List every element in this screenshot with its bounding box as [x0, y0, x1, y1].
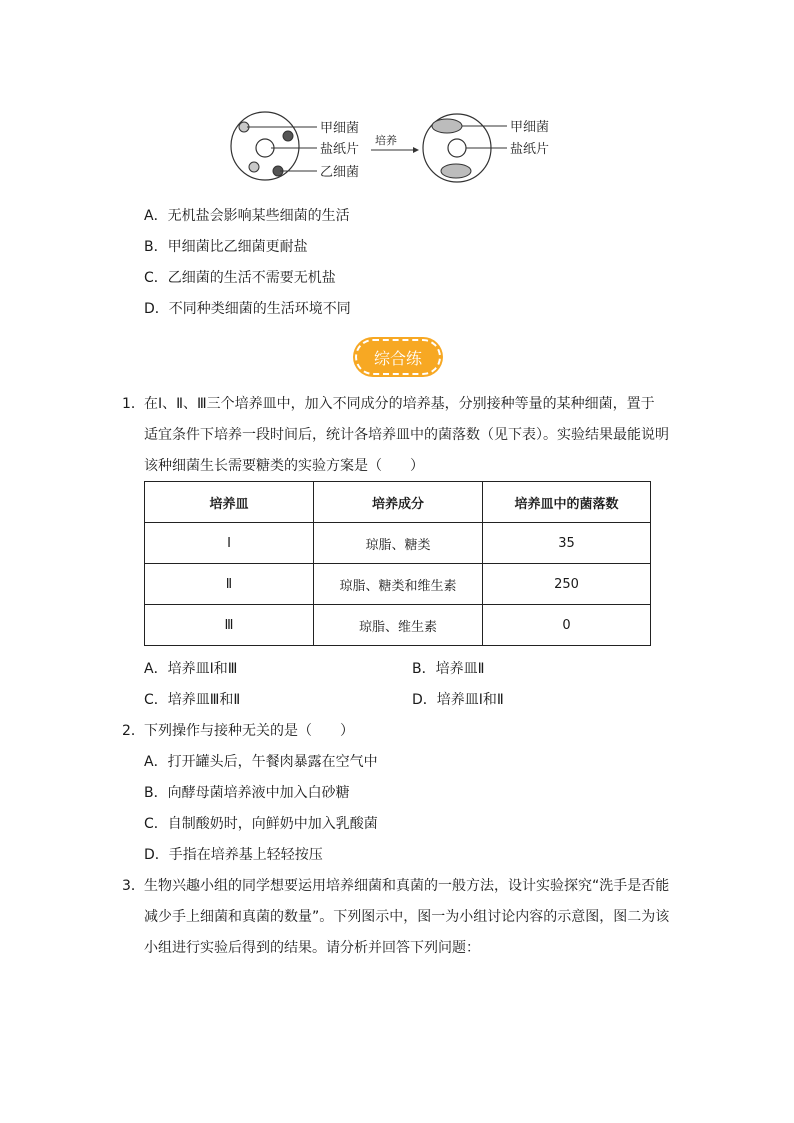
colony-yi-1: [283, 131, 293, 141]
right-salt-paper: [448, 139, 466, 157]
prev-option-a: A．无机盐会影响某些细菌的生活: [144, 208, 350, 224]
table-cell: 琼脂、糖类和维生素: [314, 564, 483, 605]
q3-stem-line3: 小组进行实验后得到的结果。请分析并回答下列问题：: [144, 940, 480, 956]
prev-option-c: C．乙细菌的生活不需要无机盐: [144, 270, 336, 286]
q1-option-b: B．培养皿Ⅱ: [412, 661, 485, 677]
q1-stem-line2: 适宜条件下培养一段时间后，统计各培养皿中的菌落数（见下表）。实验结果最能说明: [144, 427, 669, 443]
table-header: 培养皿中的菌落数: [483, 482, 651, 523]
table-cell: 琼脂、维生素: [314, 605, 483, 646]
label-jia-after: 甲细菌: [510, 120, 550, 135]
prev-option-b: B．甲细菌比乙细菌更耐盐: [144, 239, 308, 255]
culture-table: [144, 481, 651, 646]
q2-stem: 下列操作与接种无关的是（ ）: [144, 723, 354, 739]
label-yi: 乙细菌: [320, 165, 360, 180]
petri-dish-diagram: [225, 106, 565, 192]
q2-option-a: A．打开罐头后，午餐肉暴露在空气中: [144, 754, 378, 770]
table-cell: 琼脂、糖类: [314, 523, 483, 564]
table-cell: 250: [483, 564, 651, 605]
colony-jia-grown: [432, 119, 462, 133]
table-row: [145, 523, 651, 564]
table-cell: Ⅰ: [145, 523, 314, 564]
label-yan-after: 盐纸片: [510, 142, 550, 157]
label-jia: 甲细菌: [320, 121, 360, 136]
q3-stem-line2: 减少手上细菌和真菌的数量”。下列图示中，图一为小组讨论内容的示意图，图二为该: [144, 909, 670, 925]
prev-option-d: D．不同种类细菌的生活环境不同: [144, 301, 351, 317]
q1-stem-line1: 在Ⅰ、Ⅱ、Ⅲ三个培养皿中，加入不同成分的培养基，分别接种等量的某种细菌，置于: [144, 396, 655, 412]
q2-number: 2．: [122, 723, 145, 739]
colony-jia-2: [249, 162, 259, 172]
colony-jia-grown-2: [441, 164, 471, 178]
section-badge: 综合练: [355, 339, 441, 375]
q1-number: 1．: [122, 396, 145, 412]
culture-arrow-head: [413, 147, 419, 153]
q2-option-d: D．手指在培养基上轻轻按压: [144, 847, 323, 863]
table-row: [145, 564, 651, 605]
table-row: [145, 605, 651, 646]
table-header: 培养皿: [145, 482, 314, 523]
table-header-row: [145, 482, 651, 523]
table-cell: Ⅲ: [145, 605, 314, 646]
arrow-label: 培养: [375, 134, 397, 147]
table-cell: 0: [483, 605, 651, 646]
q1-option-a: A．培养皿Ⅰ和Ⅲ: [144, 661, 238, 677]
table-header: 培养成分: [314, 482, 483, 523]
q1-option-c: C．培养皿Ⅲ和Ⅱ: [144, 692, 241, 708]
table-cell: 35: [483, 523, 651, 564]
q2-option-c: C．自制酸奶时，向鲜奶中加入乳酸菌: [144, 816, 378, 832]
table-cell: Ⅱ: [145, 564, 314, 605]
label-yan: 盐纸片: [320, 142, 360, 157]
q3-number: 3．: [122, 878, 145, 894]
q2-option-b: B．向酵母菌培养液中加入白砂糖: [144, 785, 350, 801]
q1-stem-line3: 该种细菌生长需要糖类的实验方案是（ ）: [144, 458, 424, 474]
q3-stem-line1: 生物兴趣小组的同学想要运用培养细菌和真菌的一般方法，设计实验探究“洗手是否能: [144, 878, 670, 894]
q1-option-d: D．培养皿Ⅰ和Ⅱ: [412, 692, 504, 708]
